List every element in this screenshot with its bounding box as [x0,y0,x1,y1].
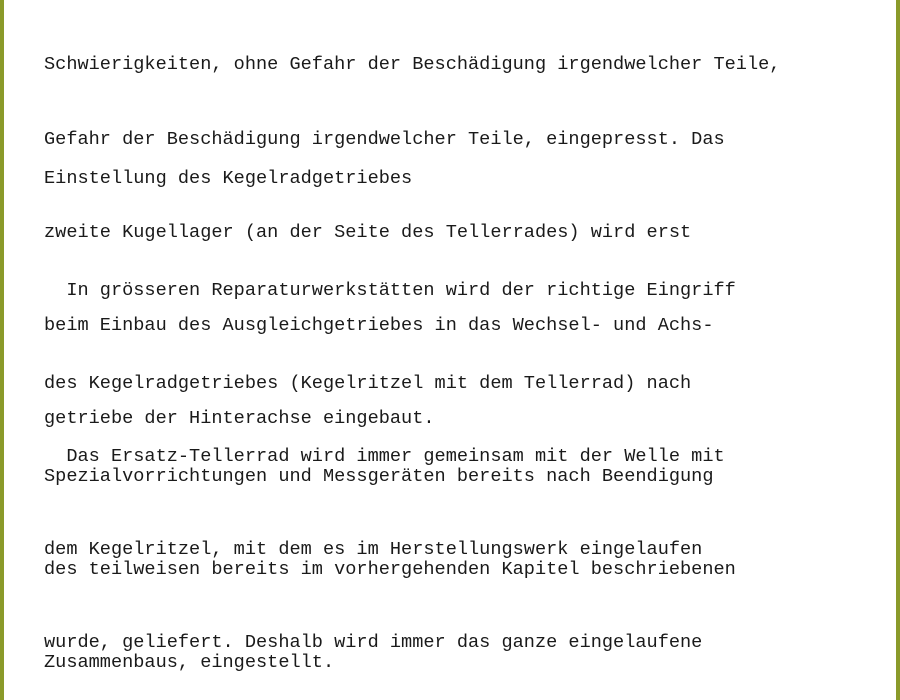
paragraph-line: Schwierigkeiten, ohne Gefahr der Beschädigung irgendwelcher Teile, [44,54,781,75]
page-border-right [896,0,900,700]
section-heading: Einstellung des Kegelradgetriebes [44,168,413,189]
paragraph-line: dem Kegelritzel, mit dem es im Herstellungswerk eingelaufen [44,539,703,560]
paragraph-line: In grösseren Reparaturwerkstätten wird der richtige Eingriff [44,280,736,301]
paragraph-line: Gefahr der Beschädigung irgendwelcher Teile, eingepresst. Das [44,129,725,150]
paragraph-3 [44,663,725,700]
paragraph-line: Zusammenbaus, eingestellt. [44,652,335,673]
paragraph-2 [44,379,747,700]
paragraph-line: getriebe der Hinterachse eingebaut. [44,408,435,429]
paragraph-line: Spezialvorrichtungen und Messgeräten bereits nach Beendigung [44,466,714,487]
page-border-left [0,0,4,700]
paragraph-line: zweite Kugellager (an der Seite des Tellerrades) wird erst [44,222,692,243]
paragraph-line: Das Ersatz-Tellerrad wird immer gemeinsam mit der Welle mit [44,446,725,467]
paragraph-line: wurde, geliefert. Deshalb wird immer das ganze eingelaufene [44,632,703,653]
paragraph-line: beim Einbau des Ausgleichgetriebes in das Wechsel- und Achs- [44,315,714,336]
paragraph-line: des Kegelradgetriebes (Kegelritzel mit dem Tellerrad) nach [44,373,692,394]
paragraph-line: des teilweisen bereits im vorhergehenden Kapitel beschriebenen [44,559,736,580]
